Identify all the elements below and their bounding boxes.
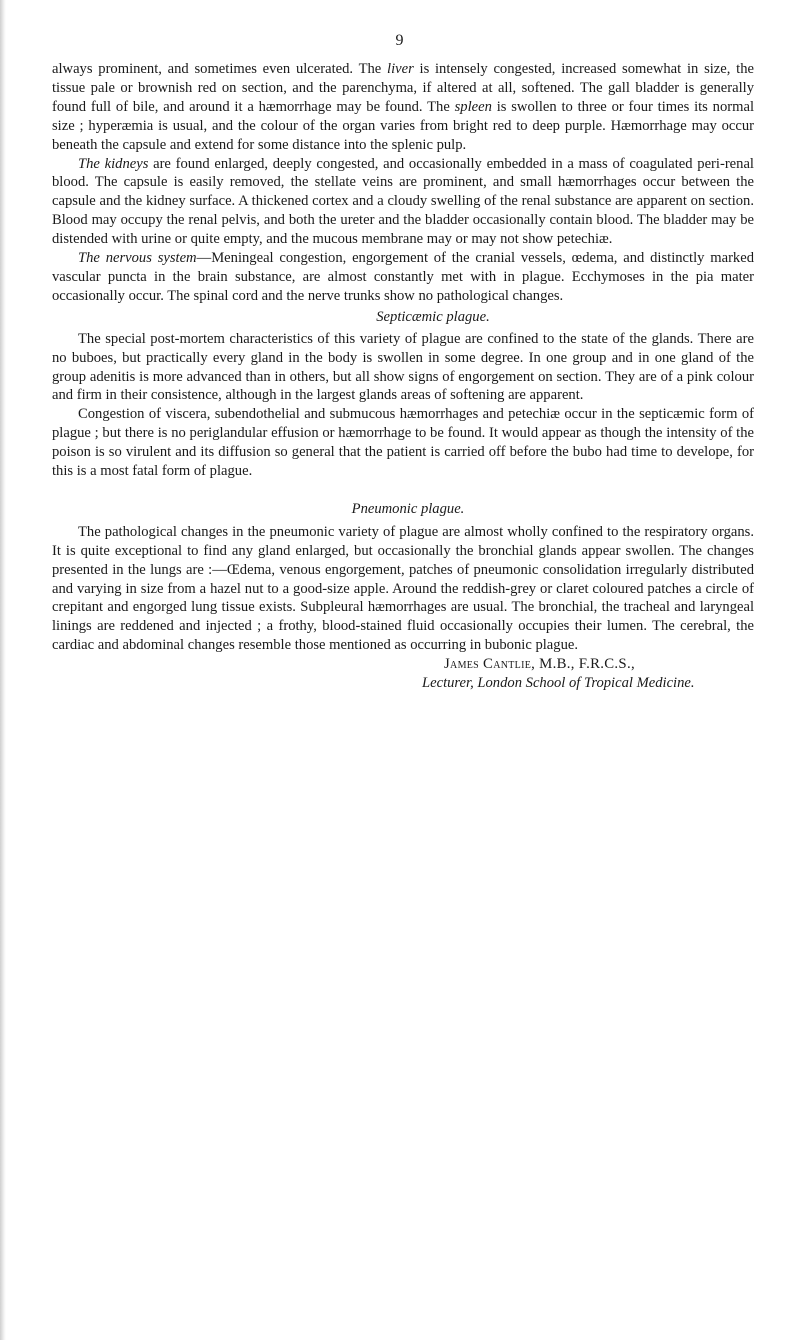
paragraph-pneumonic: The pathological changes in the pneumonic variety of plague are almost wholly confined to the respiratory organs. It is quite exceptional to find any gland enlarged, but occasionally the bronchial glands appear swollen. The changes presented in the lungs are :—Œdema, venous engorgement, patches of pneumonic consolidation irregularly distributed and varying in size from a hazel nut to a good-size apple. Around the reddish-grey or claret coloured patches a circle of crepitant and engorged lung tissue exists. Subpleural hæmorrhages are usual. The bronchial, the tracheal and laryngeal linings are reddened and injected ; a frothy, blood-stained fluid occasionally occupies their lumen. The cerebral, the cardiac and abdominal changes resemble those mentioned as occurring in bubonic plague.: [52, 523, 754, 654]
section-heading-pneumonic: Pneumonic plague.: [351, 500, 465, 517]
term-liver: liver: [387, 61, 414, 77]
paragraph-liver-spleen: [52, 60, 754, 155]
paragraph-septicaemic-congestion: Congestion of viscera, subendothelial and submucous hæmorrhages and petechiæ occur in the septicæmic form of plague ; but there is no periglandular effusion or hæmorrhage to be found. It would appear as though the intensity of the poison is so virulent and its diffusion so general that the patient is carried off before the bubo had time to develope, for this is a most fatal form of plague.: [52, 406, 754, 480]
term-nervous-system: The nervous system: [78, 250, 197, 267]
page-body: [52, 60, 754, 693]
text-run: always prominent, and sometimes even ulcerated. The: [52, 61, 388, 77]
text-run: is intensely congested, increased somewhat in size, the tissue pale or brownish red on section, and the parenchyma, if altered at all, softened. The gall bladder is generally found full of bile, and around it a hæmorrhage may be found. The: [52, 61, 754, 115]
author-signature: [52, 655, 754, 674]
author-name: James Cantlie, M.B., F.R.C.S.,: [444, 656, 635, 673]
paragraph-kidneys: [52, 155, 754, 250]
text-run: is swollen to three or four times its normal size ; hyperæmia is usual, and the colour of the organ varies from bright red to deep purple. Hæmorrhage may occur beneath the capsule and extend for some distance into the splenic pulp.: [52, 98, 754, 153]
page-spine-shadow: [0, 0, 6, 1340]
paragraph-septicaemic-glands: The special post-mortem characteristics of this variety of plague are confined to the state of the glands. There are no buboes, but practically every gland in the body is swollen in some degree. In one group and in one gland of the group adenitis is more advanced than in others, but all show signs of engorgement on section. They are of a pink colour and firm in their consistence, although in the largest glands areas of softening are apparent.: [52, 330, 754, 404]
text-run: —Meningeal congestion, engorgement of the cranial vessels, œdema, and distinctly marked vascular puncta in the brain substance, are almost constantly met with in plague. Ecchymoses in the pia mater occasionally occur. The spinal cord and the nerve trunks show no pathological changes.: [52, 250, 754, 304]
text-run: are found enlarged, deeply congested, and occasionally embedded in a mass of coagulated peri-renal blood. The capsule is easily removed, the stellate veins are prominent, and small hæmorrhages occur between the capsule and the kidney surface. A thickened cortex and a cloudy swelling of the renal substance are apparent on section. Blood may occupy the renal pelvis, and both the ureter and the bladder occasionally contain blood. The bladder may be distended with urine or quite empty, and the mucous membrane may or may not show petechiæ.: [52, 155, 754, 248]
paragraph-nervous-system: [52, 249, 754, 306]
term-spleen: spleen: [454, 98, 492, 115]
term-kidneys: The kidneys: [78, 155, 149, 172]
page-number: 9: [395, 32, 405, 49]
section-heading-septicaemic: Septicæmic plague.: [376, 308, 490, 325]
author-affiliation: Lecturer, London School of Tropical Medicine.: [422, 675, 695, 692]
